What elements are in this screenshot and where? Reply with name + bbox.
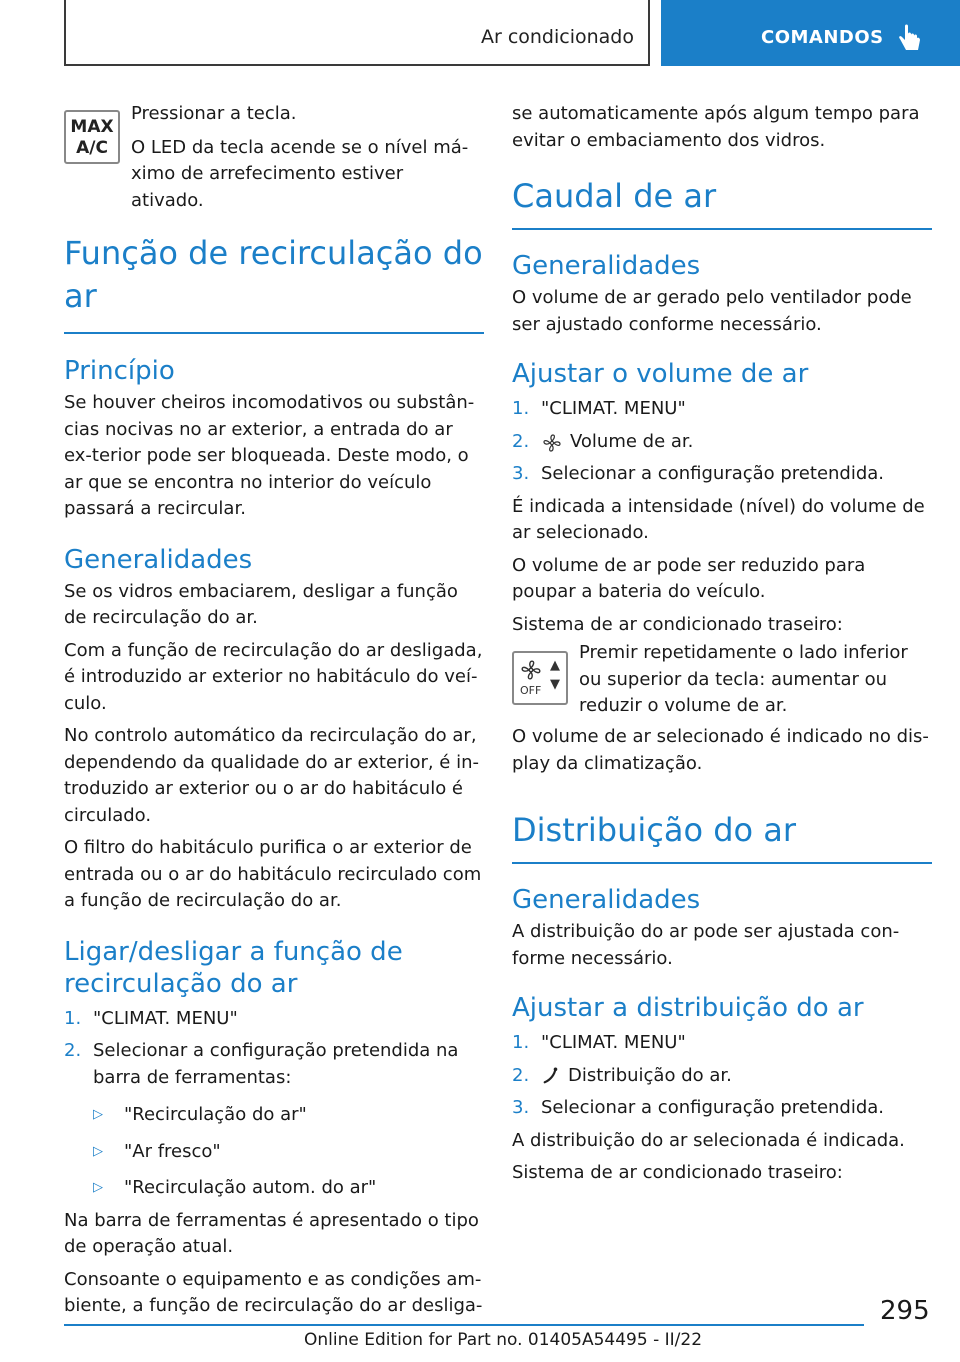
max-ac-key-icon (64, 110, 120, 164)
principio-heading: Princípio (64, 356, 175, 386)
section-divider (512, 862, 932, 864)
list-item (512, 396, 932, 423)
bullet-text: "Recirculação autom. do ar" (124, 1177, 377, 1198)
triangle-bullet-icon: ▷ (93, 1180, 103, 1195)
arrow-down-icon: ▼ (550, 677, 560, 692)
generalidades-paragraph: Se os vidros embaciarem, desligar a função de recirculação do ar. (64, 580, 458, 628)
step-text: Selecionar a configuração pretendida. (541, 463, 885, 484)
volume-paragraph: O volume de ar pode ser reduzido para poupar a bateria do veículo. (512, 554, 866, 602)
recirc-section-title: Função de recirculação do ar (64, 234, 483, 315)
fan-key-instruction: Premir repetidamente o lado inferior ou superior da tecla: aumentar ou reduzir o volume de ar. (579, 642, 908, 716)
list-item (512, 1063, 932, 1090)
step-number: 2. (512, 430, 530, 452)
generalidades-paragraph: O filtro do habitáculo purifica o ar exterior de entrada ou o ar do habitáculo recirculado com a função de recirculação do ar. (64, 837, 482, 911)
volume-paragraph: Sistema de ar condicionado traseiro: (512, 613, 843, 635)
volume-paragraph: É indicada a intensidade (nível) do volume de ar selecionado. (512, 495, 925, 543)
fan-icon (542, 433, 562, 453)
continued-text: se automaticamente após algum tempo para evitar o embaciamento dos vidros. (512, 103, 920, 151)
step-text: "CLIMAT. MENU" (541, 1032, 686, 1053)
toolbar-note: Na barra de ferramentas é apresentado o tipo de operação atual. (64, 1209, 479, 1257)
step-number: 2. (512, 1064, 530, 1086)
ligar-heading: Ligar/desligar a função de recirculação do ar (64, 936, 403, 999)
step-text: "CLIMAT. MENU" (93, 1007, 238, 1029)
ajustar-volume-heading: Ajustar o volume de ar (512, 359, 809, 389)
air-distribution-icon (542, 1066, 560, 1086)
step-text: Selecionar a configuração pretendida na barra de ferramentas: (93, 1040, 459, 1088)
distribution-paragraph: A distribuição do ar selecionada é indicada. (512, 1129, 905, 1151)
step-text: Volume de ar. (570, 430, 694, 452)
maxac-led-note: O LED da tecla acende se o nível má-ximo de arrefecimento estiver ativado. (131, 136, 469, 211)
generalidades-paragraph: No controlo automático da recirculação do ar, dependendo da qualidade do ar exterior, é in-troduzido ar exterior ou o ar do habitáculo é circulado. (64, 725, 480, 826)
maxac-instruction: Pressionar a tecla. (131, 103, 297, 124)
distribution-paragraph: Sistema de ar condicionado traseiro: (512, 1162, 843, 1183)
caudal-section-title: Caudal de ar (512, 177, 717, 215)
list-item (512, 461, 932, 488)
step-text: Distribuição do ar. (568, 1064, 732, 1086)
distribuicao-section-title: Distribuição do ar (512, 811, 797, 849)
header-section-title: Ar condicionado (480, 26, 634, 48)
triangle-bullet-icon: ▷ (93, 1107, 103, 1122)
step-number: 3. (512, 1097, 530, 1118)
generalidades-text: O volume de ar gerado pelo ventilador pode ser ajustado conforme necessário. (512, 287, 912, 335)
section-divider (64, 332, 484, 334)
fan-key-row (512, 642, 932, 725)
step-number: 1. (64, 1007, 82, 1029)
principio-text: Se houver cheiros incomodativos ou substân-cias nocivas no ar exterior, a entrada do ar ex-terior pode ser bloqueada. Deste modo, o ar que se encontra no interior do veículo passará a recircular. (64, 392, 475, 519)
bullet-text: "Recirculação do ar" (124, 1104, 307, 1125)
step-number: 2. (64, 1040, 82, 1061)
header-chapter-tab (661, 0, 960, 66)
header-section-box (64, 0, 650, 66)
arrow-up-icon: ▲ (550, 658, 560, 673)
max-ac-key-line1: MAX (70, 117, 114, 137)
list-item (512, 429, 932, 456)
step-text: Selecionar a configuração pretendida. (541, 1097, 885, 1118)
fan-icon (520, 659, 542, 681)
list-item (93, 1102, 484, 1129)
bullet-text: "Ar fresco" (124, 1140, 221, 1162)
list-item (93, 1139, 484, 1166)
list-item (64, 1038, 484, 1091)
generalidades-heading: Generalidades (512, 885, 701, 915)
generalidades-heading: Generalidades (64, 544, 253, 575)
volume-display-note: O volume de ar selecionado é indicado no dis-play da climatização. (512, 726, 929, 774)
list-item (512, 1095, 932, 1122)
header-chapter-title: COMANDOS (761, 27, 884, 48)
footer-divider (64, 1324, 864, 1326)
generalidades-text: A distribuição do ar pode ser ajustada con-forme necessário. (512, 921, 900, 969)
list-item (512, 1030, 932, 1057)
footer-edition: Online Edition for Part no. 01405A54495 - II/22 (304, 1330, 703, 1350)
auto-off-note: Consoante o equipamento e as condições am-biente, a função de recirculação do ar desliga- (64, 1268, 483, 1316)
step-number: 1. (512, 398, 530, 419)
off-label: OFF (520, 684, 542, 697)
list-item (64, 1006, 484, 1033)
step-number: 3. (512, 463, 530, 484)
hand-pointer-icon (896, 24, 922, 54)
ajustar-distribuicao-heading: Ajustar a distribuição do ar (512, 993, 864, 1023)
max-ac-key-line2: A/C (76, 138, 108, 158)
generalidades-heading: Generalidades (512, 251, 701, 281)
page-number: 295 (880, 1296, 930, 1326)
fan-volume-key-icon (512, 651, 568, 705)
triangle-bullet-icon: ▷ (93, 1143, 103, 1159)
generalidades-paragraph: Com a função de recirculação do ar desligada, é introduzido ar exterior no habitáculo do veí-culo. (64, 639, 483, 714)
list-item (93, 1175, 484, 1202)
section-divider (512, 228, 932, 230)
step-number: 1. (512, 1032, 530, 1053)
step-text: "CLIMAT. MENU" (541, 398, 686, 419)
